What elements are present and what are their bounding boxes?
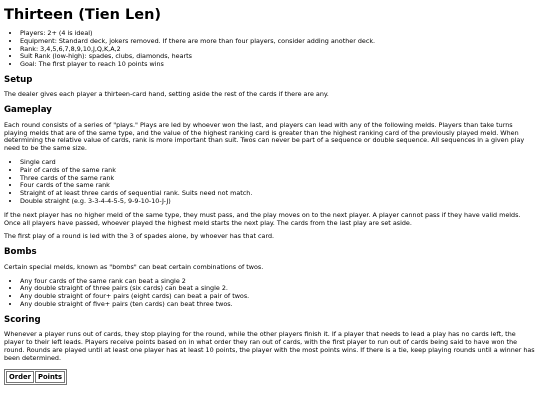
- summary-item-equipment: • Equipment: Standard deck, jokers removed. If there are more than four players, consider adding another deck.: [20, 38, 536, 46]
- table-header-row: [6, 371, 65, 383]
- meld-item: • Pair of cards of the same rank: [20, 167, 536, 175]
- bomb-list: [4, 278, 536, 309]
- setup-text: The dealer gives each player a thirteen-card hand, setting aside the rest of the cards if there are any.: [4, 90, 329, 99]
- page-title: Thirteen (Tien Len): [4, 7, 162, 23]
- setup-heading: Setup: [4, 75, 33, 85]
- first-play-text: The first play of a round is led with the 3 of spades alone, by whoever has that card.: [4, 232, 275, 241]
- bomb-item: • Any double straight of five+ pairs (ten cards) can beat three twos.: [20, 301, 536, 309]
- bomb-item: • Any double straight of three pairs (six cards) can beat a single 2.: [20, 285, 536, 293]
- bomb-item: • Any double straight of four+ pairs (eight cards) can beat a pair of twos.: [20, 293, 536, 301]
- summary-item-suit-rank: • Suit Rank (low-high): spades, clubs, diamonds, hearts: [20, 53, 536, 61]
- bombs-intro: Certain special melds, known as "bombs" can beat certain combinations of twos.: [4, 262, 264, 271]
- table-header-points: Points: [35, 371, 65, 383]
- bomb-item: • Any four cards of the same rank can beat a single 2: [20, 278, 536, 286]
- gameplay-heading: Gameplay: [4, 105, 52, 116]
- summary-list: [4, 30, 536, 69]
- summary-item-goal: • Goal: The first player to reach 10 points wins: [20, 61, 536, 69]
- bombs-heading: Bombs: [4, 247, 37, 258]
- meld-item: • Three cards of the same rank: [20, 175, 536, 183]
- scoring-heading: Scoring: [4, 314, 41, 325]
- summary-item-players: • Players: 2+ (4 is ideal): [20, 30, 536, 38]
- meld-item: • Straight of at least three cards of sequential rank. Suits need not match.: [20, 190, 536, 198]
- rules-page: [0, 8, 540, 385]
- gameplay-intro: Each round consists of a series of "plays." Plays are led by whoever won the last, and players can lead with any of the following melds. Players than take turns playing melds that are of the same type, and the value of the highest ranking card is greater than the highest ranking card of the previously played meld. When determining the relative value of cards, rank is more important than suit. Twos can never be part of a sequence or double sequence. All sequences in a given play need to be the same size.: [4, 120, 525, 153]
- meld-item: • Single card: [20, 159, 536, 167]
- table-header-order: Order: [6, 371, 34, 383]
- meld-item: • Four cards of the same rank: [20, 182, 536, 190]
- pass-rule-text: If the next player has no higher meld of the same type, they must pass, and the play moves on to the next player. A player cannot pass if they have valid melds. Once all players have passed, whoever played the highest meld starts the next play. The cards from the last play are set aside.: [4, 210, 521, 227]
- scoring-text: Whenever a player runs out of cards, they stop playing for the round, while the other players finish it. If a player that needs to lead a play has no cards left, the player to their left leads. Players receive points based on in what order they ran out of cards, with the first player to run out of cards being said to have won the round. Rounds are played until at least one player has at least 10 points, the player with the most points wins. If there is a tie, keep playing rounds until a winner has been determined.: [4, 330, 535, 362]
- meld-item: • Double straight (e.g. 3-3-4-4-5-5, 9-9-10-10-J-J): [20, 198, 536, 206]
- meld-list: [4, 159, 536, 206]
- summary-item-rank: • Rank: 3,4,5,6,7,8,9,10,J,Q,K,A,2: [20, 46, 536, 54]
- scoring-table: [4, 369, 67, 385]
